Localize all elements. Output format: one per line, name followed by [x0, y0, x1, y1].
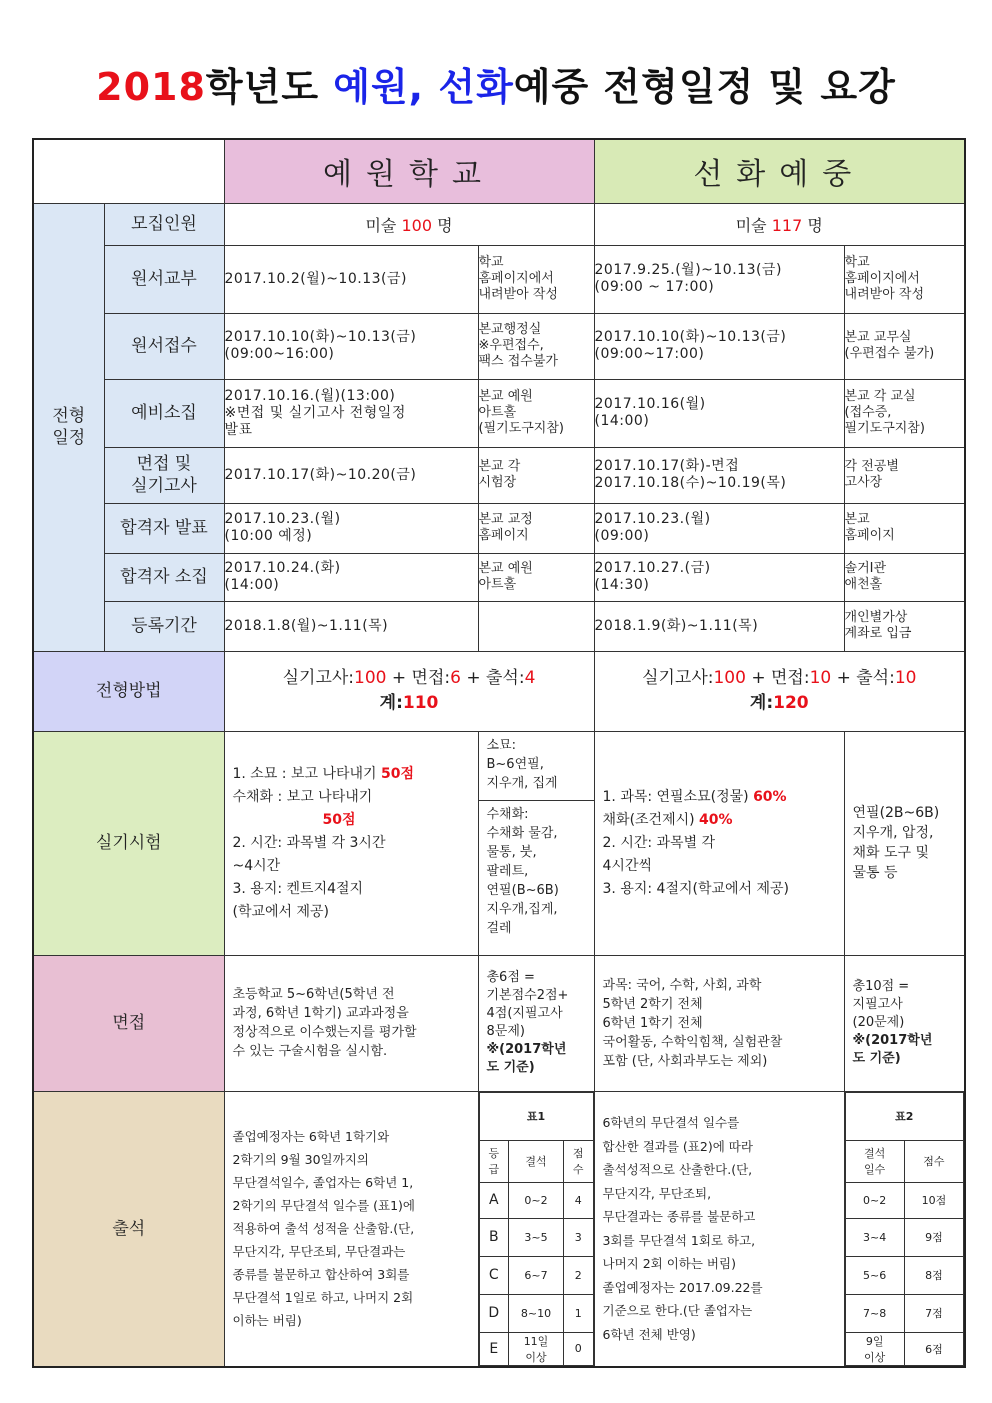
table1-cell: B — [479, 1218, 509, 1256]
row-label-announce: 합격자 발표 — [104, 503, 224, 553]
interview-yewon: 초등학교 5~6학년(5학년 전 과정, 6학년 1학기) 교과과정을 정상적으로 이수했는지를 평가할 수 있는 구술시험을 실시함. — [224, 955, 478, 1091]
table1-header: 결석 — [509, 1140, 564, 1182]
practical-yewon: 1. 소묘 : 보고 나타내기 50점 수채화 : 보고 나타내기 50점 2. 시간: 과목별 각 3시간 ~4시간 3. 용지: 켄트지4절지 (학교에서 제공) — [224, 731, 478, 955]
register-date-sunhwa: 2018.1.9(화)~1.11(목) — [594, 601, 844, 651]
corner-cell — [33, 139, 224, 203]
apply-note-yewon: 본교행정실 ※우편접수, 팩스 접수불가 — [478, 313, 594, 379]
section-interview: 면접 — [33, 955, 224, 1091]
gather-date-sunhwa: 2017.10.27.(금) (14:30) — [594, 553, 844, 601]
pre-date-yewon: 2017.10.16.(월)(13:00) ※면접 및 실기고사 전형일정 발표 — [224, 379, 478, 447]
table1-cell: 11일 이상 — [509, 1332, 564, 1365]
page-title: 2018학년도 예원, 선화예중 전형일정 및 요강 — [96, 65, 896, 109]
row-label-exam: 면접 및 실기고사 — [104, 447, 224, 503]
announce-note-sunhwa: 본교 홈페이지 — [844, 503, 965, 553]
section-schedule: 전형 일정 — [33, 203, 104, 651]
attendance-yewon: 졸업예정자는 6학년 1학기와 2학기의 9월 30일까지의 무단결석일수, 졸업자는 6학년 1, 2학기의 무단결석 일수를 (표1)에 적용하여 출석 성적을 산출함.(단, 무단지각, 무단조퇴, 무단결과는 종류를 불문하고 합산하여 3회를 무단결석 1일로 하고, 나머지 2회 이하는 버림) — [224, 1091, 478, 1367]
table2-header: 결석 일수 — [845, 1140, 904, 1182]
table2-cell: 7점 — [904, 1294, 963, 1332]
tools-watercolor: 수채화: 수채화 물감, 물통, 붓, 팔레트, 연필(B~6B) 지우개,집게, 걸레 — [486, 806, 559, 936]
announce-note-yewon: 본교 교정 홈페이지 — [478, 503, 594, 553]
table2-cell: 9일 이상 — [845, 1332, 904, 1365]
table1-cell: C — [479, 1256, 509, 1294]
exam-note-yewon: 본교 각 시험장 — [478, 447, 594, 503]
table1-cell: 0 — [563, 1332, 593, 1365]
row-label-register: 등록기간 — [104, 601, 224, 651]
pre-note-sunhwa: 본교 각 교실 (접수증, 필기도구지참) — [844, 379, 965, 447]
table1-cell: D — [479, 1294, 509, 1332]
form-date-sunhwa: 2017.9.25.(월)~10.13(금) (09:00 ~ 17:00) — [594, 245, 844, 313]
recruit-yewon: 미술 100 명 — [224, 203, 594, 245]
pre-note-yewon: 본교 예원 아트홀 (필기도구지참) — [478, 379, 594, 447]
table1-cell: 0~2 — [509, 1182, 564, 1218]
table2-cell: 7~8 — [845, 1294, 904, 1332]
table2-title: 표2 — [845, 1092, 964, 1140]
attendance-sunhwa: 6학년의 무단결석 일수를 합산한 결과를 (표2)에 따라 출석성적으로 산출한다.(단, 무단지각, 무단조퇴, 무단결과는 종류를 불문하고 3회를 무단결석 1회로 하고, 나머지 2회 이하는 버림) 졸업예정자는 2017.09.22를 기준으로 한다.(단 졸업자는 6학년 전체 반영) — [594, 1091, 844, 1367]
tools-drawing: 소묘: B~6연필, 지우개, 집게 — [479, 732, 594, 801]
method-sunhwa: 실기고사:100 + 면접:10 + 출석:10 계:120 — [594, 651, 965, 731]
attendance-table2 — [845, 1092, 965, 1366]
admission-table — [32, 138, 966, 1368]
register-note-yewon — [478, 601, 594, 651]
table1-cell: 6~7 — [509, 1256, 564, 1294]
apply-note-sunhwa: 본교 교무실 (우편접수 불가) — [844, 313, 965, 379]
table1-cell: 2 — [563, 1256, 593, 1294]
table1-cell: 3~5 — [509, 1218, 564, 1256]
attendance-table1 — [479, 1092, 594, 1366]
table2-cell: 6점 — [904, 1332, 963, 1365]
interview-score-yewon: 총6점 = 기본점수2점+ 4점(지필고사 8문제) ※(2017학년 도 기준) — [478, 955, 594, 1091]
table1-cell: E — [479, 1332, 509, 1365]
register-date-yewon: 2018.1.8(월)~1.11(목) — [224, 601, 478, 651]
table2-cell: 9점 — [904, 1218, 963, 1256]
attendance-table1-cell — [478, 1091, 594, 1367]
recruit-sunhwa: 미술 117 명 — [594, 203, 965, 245]
section-practical: 실기시험 — [33, 731, 224, 955]
apply-date-sunhwa: 2017.10.10(화)~10.13(금) (09:00~17:00) — [594, 313, 844, 379]
method-yewon: 실기고사:100 + 면접:6 + 출석:4 계:110 — [224, 651, 594, 731]
exam-date-yewon: 2017.10.17(화)~10.20(금) — [224, 447, 478, 503]
form-note-sunhwa: 학교 홈페이지에서 내려받아 작성 — [844, 245, 965, 313]
interview-score-sunhwa: 총10점 = 지필고사 (20문제) ※(2017학년 도 기준) — [844, 955, 965, 1091]
announce-date-sunhwa: 2017.10.23.(월) (09:00) — [594, 503, 844, 553]
table1-cell: A — [479, 1182, 509, 1218]
form-note-yewon: 학교 홈페이지에서 내려받아 작성 — [478, 245, 594, 313]
attendance-table2-cell — [844, 1091, 965, 1367]
pre-date-sunhwa: 2017.10.16(월) (14:00) — [594, 379, 844, 447]
table1-cell: 4 — [563, 1182, 593, 1218]
practical-tools-yewon — [478, 731, 594, 955]
form-date-yewon: 2017.10.2(월)~10.13(금) — [224, 245, 478, 313]
table2-header: 점수 — [904, 1140, 963, 1182]
row-label-recruit: 모집인원 — [104, 203, 224, 245]
table1-title: 표1 — [479, 1092, 593, 1140]
gather-date-yewon: 2017.10.24.(화) (14:00) — [224, 553, 478, 601]
table2-cell: 10점 — [904, 1182, 963, 1218]
register-note-sunhwa: 개인별가상 계좌로 입금 — [844, 601, 965, 651]
row-label-apply: 원서접수 — [104, 313, 224, 379]
header-yewon: 예원학교 — [224, 139, 594, 203]
gather-note-sunhwa: 솔거Ⅰ관 애천홀 — [844, 553, 965, 601]
practical-sunhwa: 1. 과목: 연필소묘(정물) 60% 채화(조건제시) 40% 2. 시간: 과목별 각 4시간씩 3. 용지: 4절지(학교에서 제공) — [594, 731, 844, 955]
table2-cell: 0~2 — [845, 1182, 904, 1218]
row-label-form: 원서교부 — [104, 245, 224, 313]
row-label-gather: 합격자 소집 — [104, 553, 224, 601]
exam-date-sunhwa: 2017.10.17(화)-면접 2017.10.18(수)~10.19(목) — [594, 447, 844, 503]
exam-note-sunhwa: 각 전공별 고사장 — [844, 447, 965, 503]
announce-date-yewon: 2017.10.23.(월) (10:00 예정) — [224, 503, 478, 553]
table2-cell: 5~6 — [845, 1256, 904, 1294]
table2-cell: 3~4 — [845, 1218, 904, 1256]
table1-header: 점 수 — [563, 1140, 593, 1182]
table1-cell: 1 — [563, 1294, 593, 1332]
table1-cell: 8~10 — [509, 1294, 564, 1332]
gather-note-yewon: 본교 예원 아트홀 — [478, 553, 594, 601]
header-sunhwa: 선화예중 — [594, 139, 965, 203]
row-label-pre: 예비소집 — [104, 379, 224, 447]
section-attendance: 출석 — [33, 1091, 224, 1367]
apply-date-yewon: 2017.10.10(화)~10.13(금) (09:00~16:00) — [224, 313, 478, 379]
practical-tools-sunhwa: 연필(2B~6B) 지우개, 압정, 채화 도구 및 물통 등 — [844, 731, 965, 955]
table1-header: 등 급 — [479, 1140, 509, 1182]
interview-sunhwa: 과목: 국어, 수학, 사회, 과학 5학년 2학기 전체 6학년 1학기 전체 국어활동, 수학익힘책, 실험관찰 포함 (단, 사회과부도는 제외) — [594, 955, 844, 1091]
table2-cell: 8점 — [904, 1256, 963, 1294]
section-method: 전형방법 — [33, 651, 224, 731]
table1-cell: 3 — [563, 1218, 593, 1256]
